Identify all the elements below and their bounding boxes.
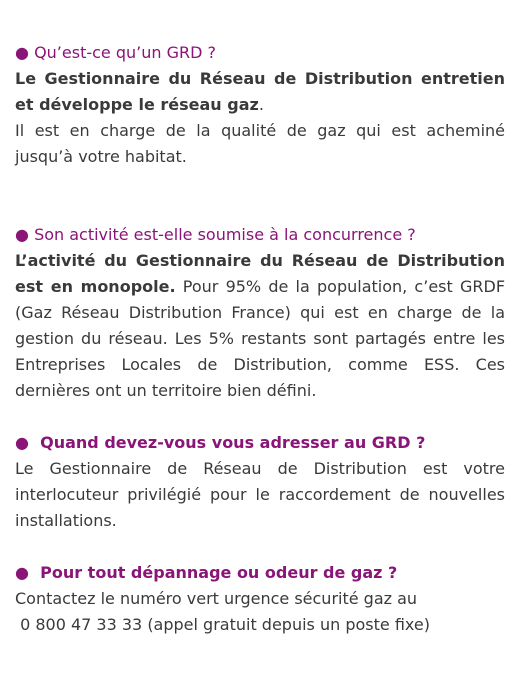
emergency-line-1: Contactez le numéro vert urgence sécurité gaz au [15,589,418,608]
bullet-icon: ● [15,433,29,452]
question-heading [15,430,505,456]
bullet-icon: ● [15,563,29,582]
answer-lead [15,66,505,118]
faq-content [15,40,505,638]
question-heading [15,560,505,586]
answer-lead-end: . [258,95,264,114]
question-text: Qu’est-ce qu’un GRD ? [34,43,216,62]
bullet-icon: ● [15,43,29,62]
question-text: Son activité est-elle soumise à la concurrence ? [34,225,416,244]
question-text: Quand devez-vous vous adresser au GRD ? [40,433,426,452]
answer-lead-bold: Le Gestionnaire du Réseau de Distribution entretien et développe le réseau gaz [15,69,505,114]
section-what-is-grd [15,40,505,170]
section-when-contact [15,430,505,534]
question-heading [15,222,505,248]
section-emergency [15,560,505,638]
section-competition [15,222,505,404]
answer-body [15,248,505,404]
answer-body-text: Pour 95% de la population, c’est GRDF (Gaz Réseau Distribution France) qui est en charge de la gestion du réseau. Les 5% restants sont partagés entre les Entreprises Locales de Distribution, comme ESS. Ces dernières ont un territoire bien défini. [15,277,506,400]
question-text: Pour tout dépannage ou odeur de gaz ? [40,563,398,582]
question-heading [15,40,505,66]
answer-body: Il est en charge de la qualité de gaz qui est acheminé jusqu’à votre habitat. [15,121,505,166]
answer-body: Le Gestionnaire de Réseau de Distribution est votre interlocuteur privilégié pour le raccordement de nouvelles installations. [15,459,505,530]
emergency-phone-line[interactable]: 0 800 47 33 33 (appel gratuit depuis un poste fixe) [15,615,430,634]
bullet-icon: ● [15,225,29,244]
answer-lead-bold: L’activité du Gestionnaire du Réseau de Distribution est en monopole. [15,251,505,296]
